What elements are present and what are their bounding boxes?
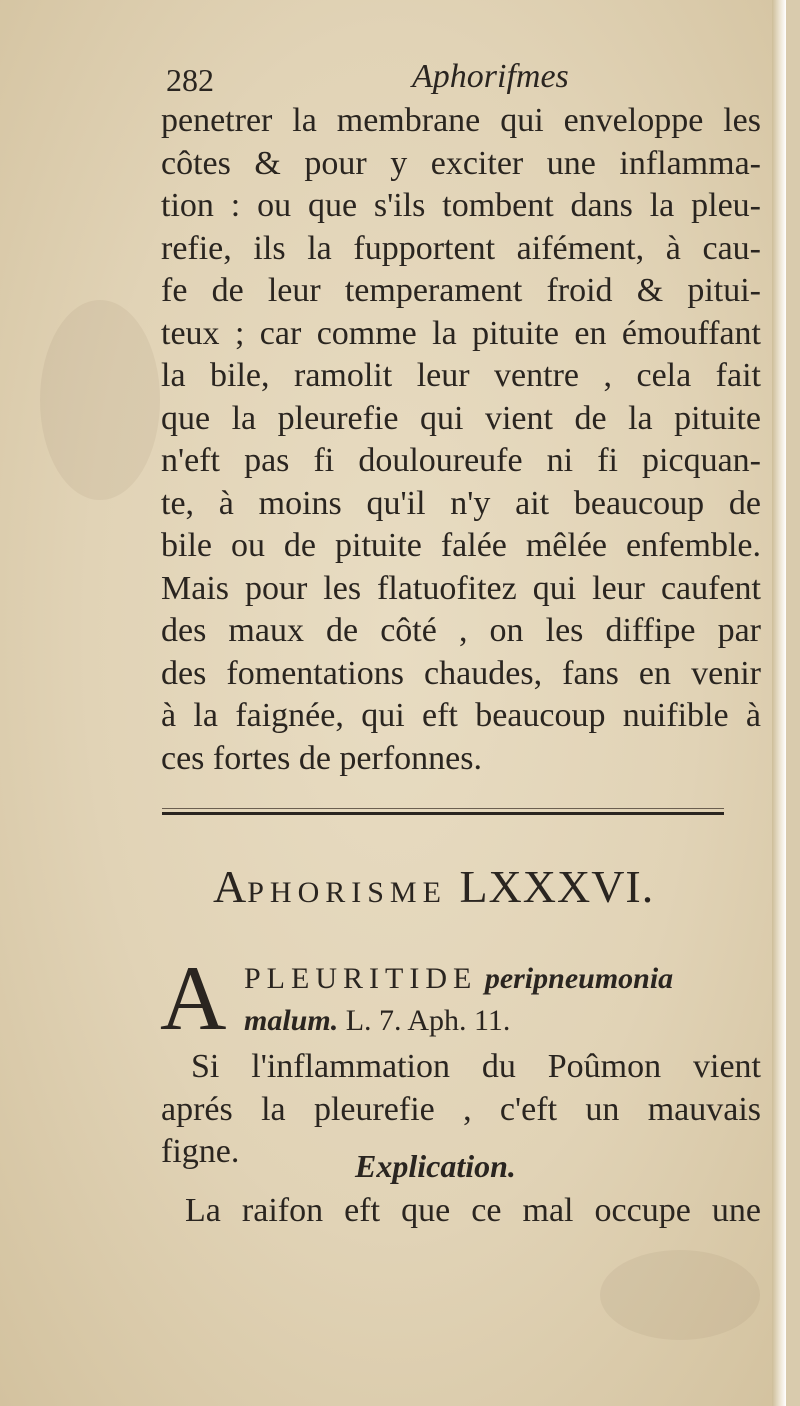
text-line: la bile, ramolit leur ventre , cela fait <box>161 357 761 394</box>
latin-italic-word: peripneumonia <box>484 962 674 995</box>
text-line: refie, ils la fupportent aifément, à cau- <box>161 229 761 267</box>
text-line: teux ; car comme la pituite en émouffant <box>161 314 761 352</box>
text-line: côtes & pour y exciter une inflamma- <box>161 144 761 182</box>
text-line: des fomentations chaudes, fans en venir <box>161 654 761 692</box>
latin-aphorism-line <box>244 962 764 1002</box>
text-line: Mais pour les flatuofitez qui leur caufent <box>161 569 761 607</box>
text-line: penetrer la membrane qui enveloppe les <box>161 102 761 139</box>
text-line: des maux de côté , on les diffipe par <box>161 612 761 649</box>
heading-initial: A <box>213 861 248 912</box>
section-divider <box>162 812 724 815</box>
text-line: n'eft pas fi douloureufe ni fi picquan- <box>161 442 761 479</box>
drop-cap: A <box>160 947 227 1049</box>
latin-italic-word: malum. <box>244 1004 339 1037</box>
text-line: figne. <box>161 1133 240 1170</box>
text-line: Si l'inflammation du Poûmon vient <box>191 1048 761 1085</box>
page-edge <box>772 0 786 1406</box>
aphorism-reference: L. 7. Aph. 11. <box>345 1004 511 1037</box>
text-line: te, à moins qu'il n'y ait beaucoup de <box>161 484 761 522</box>
aphorism-heading <box>213 860 733 920</box>
aphorism-number: LXXXVI. <box>459 861 655 912</box>
paper-stain <box>600 1250 760 1340</box>
paper-stain <box>40 300 160 500</box>
running-title: Aphorifmes <box>412 58 569 95</box>
latin-aphorism-line <box>244 1004 510 1044</box>
text-line: tion : ou que s'ils tombent dans la pleu- <box>161 187 761 224</box>
text-line: ces fortes de perfonnes. <box>161 739 482 777</box>
page-number: 282 <box>166 62 214 98</box>
text-line: bile ou de pituite falée mêlée enfemble. <box>161 527 761 564</box>
text-line: La raifon eft que ce mal occupe une <box>185 1192 761 1229</box>
section-divider-thin <box>162 808 724 809</box>
explication-text <box>185 1190 761 1233</box>
text-line: à la faignée, qui eft beaucoup nuifible à <box>161 697 761 734</box>
text-line: fe de leur temperament froid & pitui- <box>161 272 761 309</box>
text-line: que la pleurefie qui vient de la pituite <box>161 399 761 437</box>
commentary-text <box>161 100 761 780</box>
latin-word: PLEURITIDE <box>244 962 478 995</box>
explication-heading: Explication. <box>355 1148 516 1184</box>
heading-word: PHORISME <box>247 876 447 909</box>
text-line: aprés la pleurefie , c'eft un mauvais <box>161 1090 761 1128</box>
